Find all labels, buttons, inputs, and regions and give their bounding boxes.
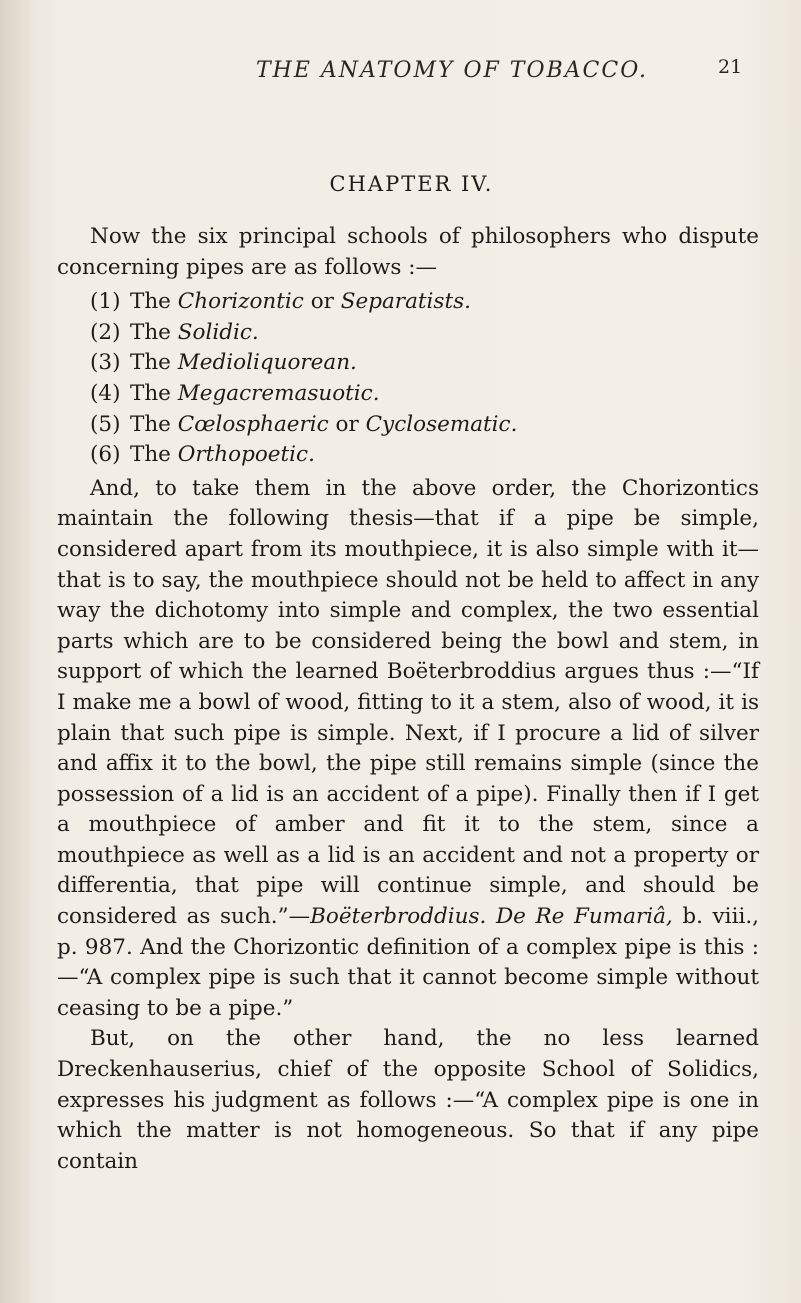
schools-list [57, 287, 759, 471]
paragraph-text-continued: b. viii., p. 987. And the Chorizontic definition of a complex pipe is this :—“A complex pipe is such that it cannot become simple without ceasing to be a pipe.” [57, 904, 759, 1021]
list-item [57, 379, 759, 410]
citation-title: De Re Fumariâ, [495, 904, 673, 930]
citation-author: Boëterbroddius. [310, 904, 487, 930]
list-number: (1) [90, 289, 121, 315]
list-number: (2) [90, 319, 121, 345]
body-text [57, 222, 759, 1177]
intro-paragraph: Now the six principal schools of philosophers who dispute concerning pipes are as follows :— [57, 224, 759, 280]
list-article: The [130, 289, 171, 315]
school-alt-name: Cyclosematic. [365, 411, 518, 437]
paragraph-chorizontics [57, 474, 759, 1025]
list-article: The [130, 380, 171, 406]
school-name: Megacremasuotic. [177, 380, 380, 406]
school-name: Cœlosphaeric [177, 411, 329, 437]
school-name: Solidic. [177, 319, 259, 345]
list-number: (5) [90, 411, 121, 437]
list-article: The [130, 319, 171, 345]
list-article: The [130, 442, 171, 468]
paragraph-text: And, to take them in the above order, the Chorizontics maintain the following thesis—that if a pipe be simple, considered apart from its mouthpiece, it is also simple with it—that is to say, the mouthpiece should not be held to affect in any way the dichotomy into simple and complex, the two essential parts which are to be considered being the bowl and stem, in support of which the learned Boëterbroddius argues thus :—“If I make me a bowl of wood, fitting to it a stem, also of wood, it is plain that such pipe is simple. Next, if I procure a lid of silver and affix it to the bowl, the pipe still remains simple (since the possession of a lid is an accident of a pipe). Finally then if I get a mouthpiece of amber and fit it to the stem, since a mouthpiece as well as a lid is an accident and not a property or differentia, that pipe will continue simple, and should be considered as such.”— [57, 475, 759, 930]
school-name: Medioliquorean. [177, 350, 357, 376]
list-item [57, 440, 759, 471]
list-item [57, 318, 759, 349]
list-conjunction: or [335, 411, 359, 437]
paragraph-solidics: But, on the other hand, the no less learned Dreckenhauserius, chief of the opposite School of Solidics, expresses his judgment as follows :—“A complex pipe is one in which the matter is not homogeneous. So that if any pipe contain [57, 1026, 759, 1174]
list-item [57, 410, 759, 441]
school-name: Orthopoetic. [177, 442, 315, 468]
school-name: Chorizontic [177, 289, 304, 315]
list-item [57, 348, 759, 379]
running-title: THE ANATOMY OF TOBACCO. [256, 58, 648, 83]
list-article: The [130, 350, 171, 376]
list-number: (6) [90, 442, 121, 468]
list-number: (3) [90, 350, 121, 376]
chapter-title: CHAPTER IV. [329, 172, 494, 196]
school-alt-name: Separatists. [340, 289, 471, 315]
list-number: (4) [90, 380, 121, 406]
list-article: The [130, 411, 171, 437]
page-number: 21 [718, 56, 743, 78]
list-item [57, 287, 759, 318]
list-conjunction: or [310, 289, 334, 315]
